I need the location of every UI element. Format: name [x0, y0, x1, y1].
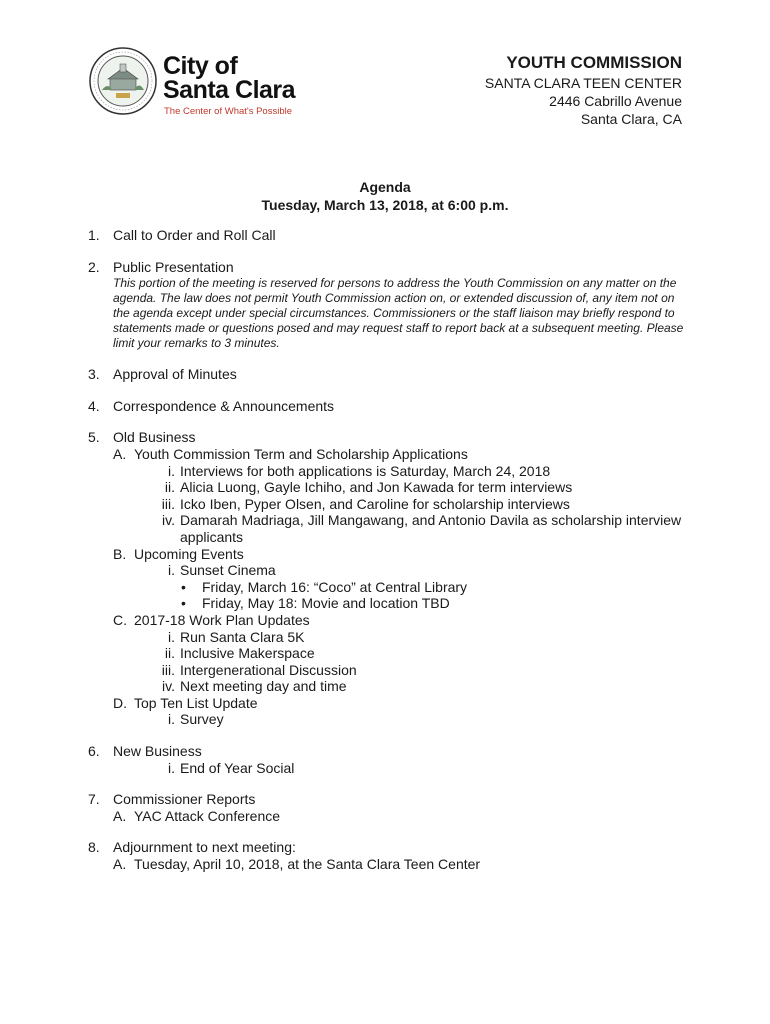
- roman-item: [134, 479, 688, 496]
- document-header: [485, 52, 682, 128]
- sub-item-letter: A.: [113, 856, 127, 873]
- item-number: 6.: [88, 743, 100, 760]
- item-label: Adjournment to next meeting:: [113, 839, 296, 856]
- sub-item: [113, 446, 688, 546]
- item-label: Public Presentation: [113, 258, 234, 275]
- agenda-title: Agenda: [359, 179, 411, 195]
- roman-item-text: Run Santa Clara 5K: [180, 628, 305, 645]
- roman-numeral: iii.: [161, 495, 175, 512]
- city-tagline: The Center of What's Possible: [164, 106, 293, 117]
- item-label: New Business: [113, 743, 202, 760]
- venue-address: 2446 Cabrillo Avenue: [549, 93, 682, 109]
- sub-item: [113, 808, 688, 825]
- roman-item: [134, 463, 688, 480]
- commission-title: YOUTH COMMISSION: [506, 53, 682, 72]
- bullet-icon: •: [181, 578, 186, 595]
- agenda-item-4: [88, 398, 688, 415]
- roman-item: [134, 645, 688, 662]
- sub-item: [113, 546, 688, 612]
- agenda-item-5: [88, 429, 688, 728]
- sub-item: [113, 612, 688, 695]
- roman-numeral: i.: [168, 462, 175, 479]
- item-number: 1.: [88, 227, 100, 243]
- sub-item-label: Tuesday, April 10, 2018, at the Santa Clara Teen Center: [134, 856, 481, 873]
- bullet-item: [134, 595, 688, 612]
- roman-item: [134, 562, 688, 579]
- roman-item-text: Icko Iben, Pyper Olsen, and Caroline for scholarship interviews: [180, 495, 570, 512]
- sub-item-label: 2017-18 Work Plan Updates: [134, 611, 310, 628]
- item-number: 5.: [88, 429, 100, 446]
- city-seal-icon: [88, 46, 158, 116]
- city-name-line2: Santa Clara: [163, 76, 296, 104]
- roman-item: [134, 629, 688, 646]
- roman-item-text: Intergenerational Discussion: [180, 661, 357, 678]
- roman-item: [134, 711, 688, 728]
- roman-item-text: Interviews for both applications is Saturday, March 24, 2018: [180, 462, 551, 479]
- agenda-item-7: [88, 791, 688, 824]
- roman-numeral: iii.: [161, 661, 175, 678]
- roman-item-text: End of Year Social: [180, 759, 295, 776]
- sub-item: [113, 856, 688, 873]
- roman-item: [134, 496, 688, 513]
- agenda-item-3: [88, 366, 688, 383]
- agenda-heading: [0, 178, 770, 214]
- item-number: 3.: [88, 366, 100, 383]
- roman-item: [134, 512, 688, 545]
- item-label: Approval of Minutes: [113, 366, 237, 383]
- sub-item-letter: D.: [113, 694, 127, 711]
- venue-name: SANTA CLARA TEEN CENTER: [484, 75, 682, 91]
- item-label: Old Business: [113, 429, 196, 446]
- sub-item-letter: C.: [113, 611, 127, 628]
- agenda-item-2: [88, 259, 688, 352]
- roman-item-text: Damarah Madriaga, Jill Mangawang, and Antonio Davila as scholarship interview applicants: [180, 512, 682, 545]
- roman-numeral: ii.: [164, 479, 175, 496]
- roman-numeral: i.: [168, 711, 175, 728]
- item-number: 8.: [88, 839, 100, 856]
- bullet-item: [134, 579, 688, 596]
- sub-item-label: Youth Commission Term and Scholarship Applications: [134, 445, 468, 462]
- agenda-item-1: [88, 227, 688, 244]
- roman-numeral: i.: [168, 628, 175, 645]
- roman-item-text: Inclusive Makerspace: [180, 645, 315, 662]
- item-number: 7.: [88, 791, 100, 808]
- item-label: Call to Order and Roll Call: [113, 227, 276, 243]
- sub-item-letter: A.: [113, 445, 127, 462]
- bullet-icon: •: [181, 595, 186, 612]
- agenda-date: Tuesday, March 13, 2018, at 6:00 p.m.: [261, 197, 509, 213]
- roman-numeral: iv.: [162, 678, 175, 695]
- sub-item-label: Top Ten List Update: [134, 694, 258, 711]
- roman-item-text: Survey: [180, 711, 224, 728]
- item-label: Commissioner Reports: [113, 791, 256, 808]
- roman-item-text: Sunset Cinema: [180, 562, 276, 579]
- sub-item-label: Upcoming Events: [134, 545, 244, 562]
- item-label: Correspondence & Announcements: [113, 397, 335, 414]
- roman-item: [134, 760, 688, 777]
- roman-numeral: iv.: [162, 512, 175, 529]
- agenda-list: [88, 227, 688, 888]
- item-number: 2.: [88, 258, 100, 275]
- roman-item: [134, 678, 688, 695]
- roman-item-text: Alicia Luong, Gayle Ichiho, and Jon Kawada for term interviews: [180, 479, 573, 496]
- bullet-item-text: Friday, May 18: Movie and location TBD: [202, 595, 450, 612]
- sub-item: [113, 695, 688, 728]
- sub-item-letter: A.: [113, 807, 127, 824]
- roman-item: [134, 662, 688, 679]
- agenda-item-6: [88, 743, 688, 776]
- city-name-line1: City of: [163, 52, 238, 80]
- roman-numeral: i.: [168, 759, 175, 776]
- bullet-item-text: Friday, March 16: “Coco” at Central Library: [202, 578, 468, 595]
- sub-item: [113, 760, 688, 777]
- roman-item-text: Next meeting day and time: [180, 678, 347, 695]
- public-presentation-description: This portion of the meeting is reserved for persons to address the Youth Commission on any matter on the agenda. The law does not permit Youth Commission action on, or extended discussion of, any item not on the agenda except under special circumstances. Commissioners or the staff liaison may briefly respond to statements made or questions posed and may request staff to report back at a subsequent meeting. Please limit your remarks to 3 minutes.: [113, 276, 684, 351]
- roman-numeral: ii.: [164, 645, 175, 662]
- city-logo: [88, 46, 318, 126]
- sub-item-letter: B.: [113, 545, 127, 562]
- sub-item-label: YAC Attack Conference: [134, 807, 281, 824]
- agenda-item-8: [88, 839, 688, 872]
- roman-numeral: i.: [168, 562, 175, 579]
- item-number: 4.: [88, 397, 100, 414]
- venue-city: Santa Clara, CA: [580, 111, 682, 127]
